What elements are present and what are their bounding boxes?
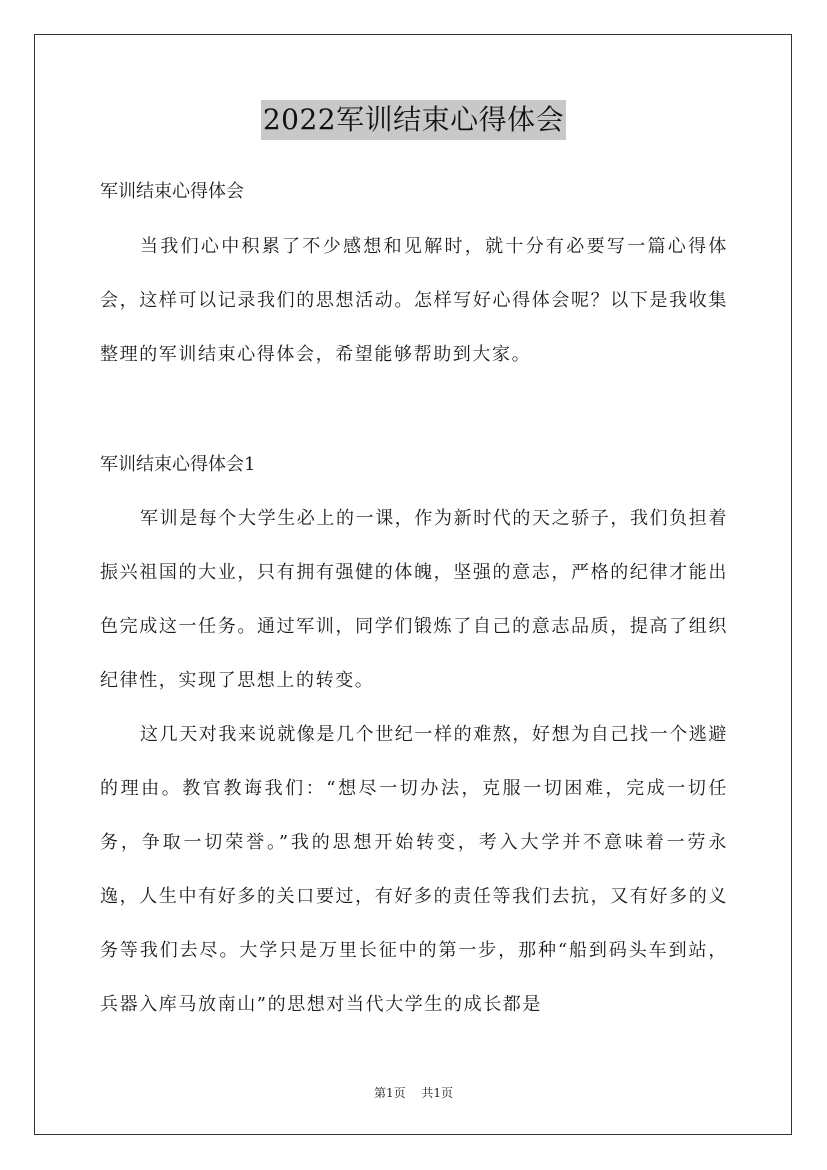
- section1-paragraph-1: 军训是每个大学生必上的一课，作为新时代的天之骄子，我们负担着振兴祖国的大业，只有拥有强健的体魄，坚强的意志，严格的纪律才能出色完成这一任务。通过军训，同学们锻炼了自己的意志品质，提高了组织纪律性，实现了思想上的转变。: [100, 508, 728, 691]
- intro-paragraph: 当我们心中积累了不少感想和见解时，就十分有必要写一篇心得体会，这样可以记录我们的思想活动。怎样写好心得体会呢？以下是我收集整理的军训结束心得体会，希望能够帮助到大家。: [100, 236, 728, 365]
- document-title: 2022军训结束心得体会: [261, 100, 566, 140]
- page-footer: [0, 1084, 827, 1101]
- section1-heading: 军训结束心得体会1: [100, 454, 256, 475]
- page-number-current: 第1页: [373, 1086, 406, 1100]
- section1-paragraph-2: 这几天对我来说就像是几个世纪一样的难熬，好想为自己找一个逃避的理由。教官教诲我们：“想尽一切办法，克服一切困难，完成一切任务，争取一切荣誉。”我的思想开始转变，考入大学并不意味着一劳永逸，人生中有好多的关口要过，有好多的责任等我们去抗，又有好多的义务等我们去尽。大学只是万里长征中的第一步，那种“船到码头车到站，兵器入库马放南山”的思想对当代大学生的成长都是: [100, 724, 728, 1015]
- intro-heading: 军训结束心得体会: [100, 181, 244, 202]
- page-number-total: 共1页: [421, 1086, 454, 1100]
- title-container: [0, 100, 827, 140]
